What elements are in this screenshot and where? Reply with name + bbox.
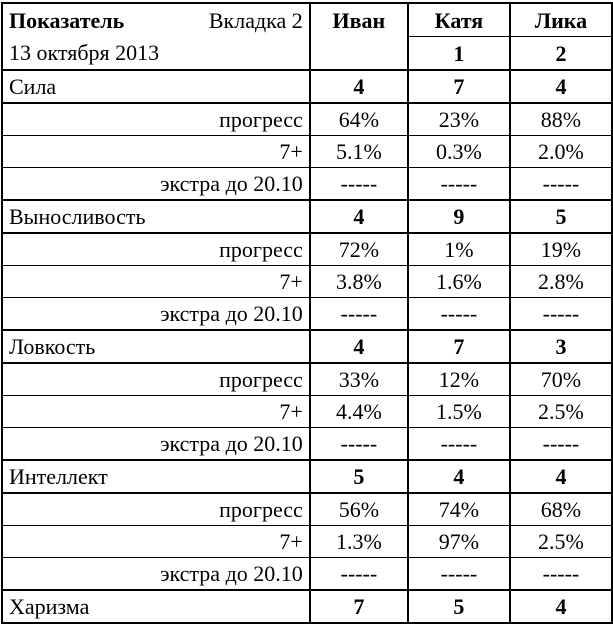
sub-row-label: 7+ [2,266,310,298]
sub-row-value-lika: 2.0% [510,136,612,168]
sub-row [2,396,612,428]
category-value-katya: 7 [408,330,510,363]
sub-row-label: экстра до 20.10 [2,558,310,591]
category-row [2,330,612,363]
category-row [2,70,612,103]
sub-row-label: прогресс [2,493,310,526]
sub-row-value-lika: 2.8% [510,266,612,298]
category-label: Интеллект [2,460,310,493]
sub-row-value-ivan: 1.3% [310,526,408,558]
sub-row [2,136,612,168]
sub-row-value-lika: 19% [510,233,612,266]
sub-row-label: прогресс [2,103,310,136]
sub-row-value-ivan: 72% [310,233,408,266]
category-value-katya: 9 [408,200,510,233]
sub-row-value-ivan: 3.8% [310,266,408,298]
sub-row-value-katya: 1.5% [408,396,510,428]
sub-row-label: 7+ [2,526,310,558]
sub-row-value-ivan: 4.4% [310,396,408,428]
category-row [2,590,612,623]
sub-row-value-lika: 2.5% [510,396,612,428]
sub-row-value-lika: 88% [510,103,612,136]
sub-row-label: экстра до 20.10 [2,428,310,461]
category-row [2,460,612,493]
category-value-lika: 3 [510,330,612,363]
sub-row [2,428,612,461]
sub-row-value-lika: ----- [510,298,612,331]
category-value-katya: 4 [408,460,510,493]
sub-row-label: 7+ [2,136,310,168]
category-value-ivan: 5 [310,460,408,493]
column-number-lika: 2 [510,37,612,71]
sub-row-value-ivan: 64% [310,103,408,136]
sub-row-value-ivan: 33% [310,363,408,396]
sub-row-value-ivan: ----- [310,168,408,201]
sub-row [2,266,612,298]
sub-row-value-ivan: ----- [310,298,408,331]
sub-row [2,558,612,591]
category-value-ivan: 4 [310,70,408,103]
sub-row-label: 7+ [2,396,310,428]
sub-row-value-katya: 97% [408,526,510,558]
header-date: 13 октября 2013 [2,37,310,71]
stats-table-body [2,3,612,623]
category-label: Ловкость [2,330,310,363]
header-label-cell [2,3,310,37]
sub-row-value-ivan: 5.1% [310,136,408,168]
category-label: Сила [2,70,310,103]
header-tab: Вкладка 2 [208,7,303,33]
stats-table [1,2,613,624]
sub-row-value-ivan: ----- [310,428,408,461]
header-row-numbers [2,37,612,71]
sub-row-value-lika: ----- [510,428,612,461]
header-row-names [2,3,612,37]
sub-row-label: прогресс [2,363,310,396]
sub-row [2,526,612,558]
sub-row-value-katya: ----- [408,558,510,591]
sub-row-value-katya: ----- [408,168,510,201]
column-name-ivan: Иван [310,3,408,37]
column-number-katya: 1 [408,37,510,71]
sub-row-value-katya: ----- [408,428,510,461]
sub-row [2,363,612,396]
sub-row [2,168,612,201]
column-name-lika: Лика [510,3,612,37]
category-value-ivan: 7 [310,590,408,623]
sub-row [2,103,612,136]
header-title: Показатель [9,7,125,33]
sub-row-value-lika: ----- [510,168,612,201]
category-label: Выносливость [2,200,310,233]
category-value-katya: 7 [408,70,510,103]
sub-row-value-katya: 1% [408,233,510,266]
category-value-ivan: 4 [310,330,408,363]
sub-row-label: прогресс [2,233,310,266]
sub-row-label: экстра до 20.10 [2,168,310,201]
sub-row-value-lika: 2.5% [510,526,612,558]
sub-row-value-katya: 74% [408,493,510,526]
category-label: Харизма [2,590,310,623]
category-row [2,200,612,233]
sub-row-value-ivan: 56% [310,493,408,526]
sub-row-value-ivan: ----- [310,558,408,591]
sub-row-value-katya: 12% [408,363,510,396]
sub-row [2,233,612,266]
sub-row-value-katya: 1.6% [408,266,510,298]
sub-row-value-lika: 68% [510,493,612,526]
column-number-ivan [310,37,408,71]
sub-row-value-katya: 0.3% [408,136,510,168]
sub-row-value-lika: ----- [510,558,612,591]
column-name-katya: Катя [408,3,510,37]
category-value-lika: 4 [510,590,612,623]
category-value-lika: 4 [510,460,612,493]
sub-row-value-katya: ----- [408,298,510,331]
sub-row-value-lika: 70% [510,363,612,396]
category-value-lika: 5 [510,200,612,233]
category-value-lika: 4 [510,70,612,103]
sub-row-value-katya: 23% [408,103,510,136]
sub-row [2,298,612,331]
category-value-katya: 5 [408,590,510,623]
sub-row [2,493,612,526]
sub-row-label: экстра до 20.10 [2,298,310,331]
category-value-ivan: 4 [310,200,408,233]
